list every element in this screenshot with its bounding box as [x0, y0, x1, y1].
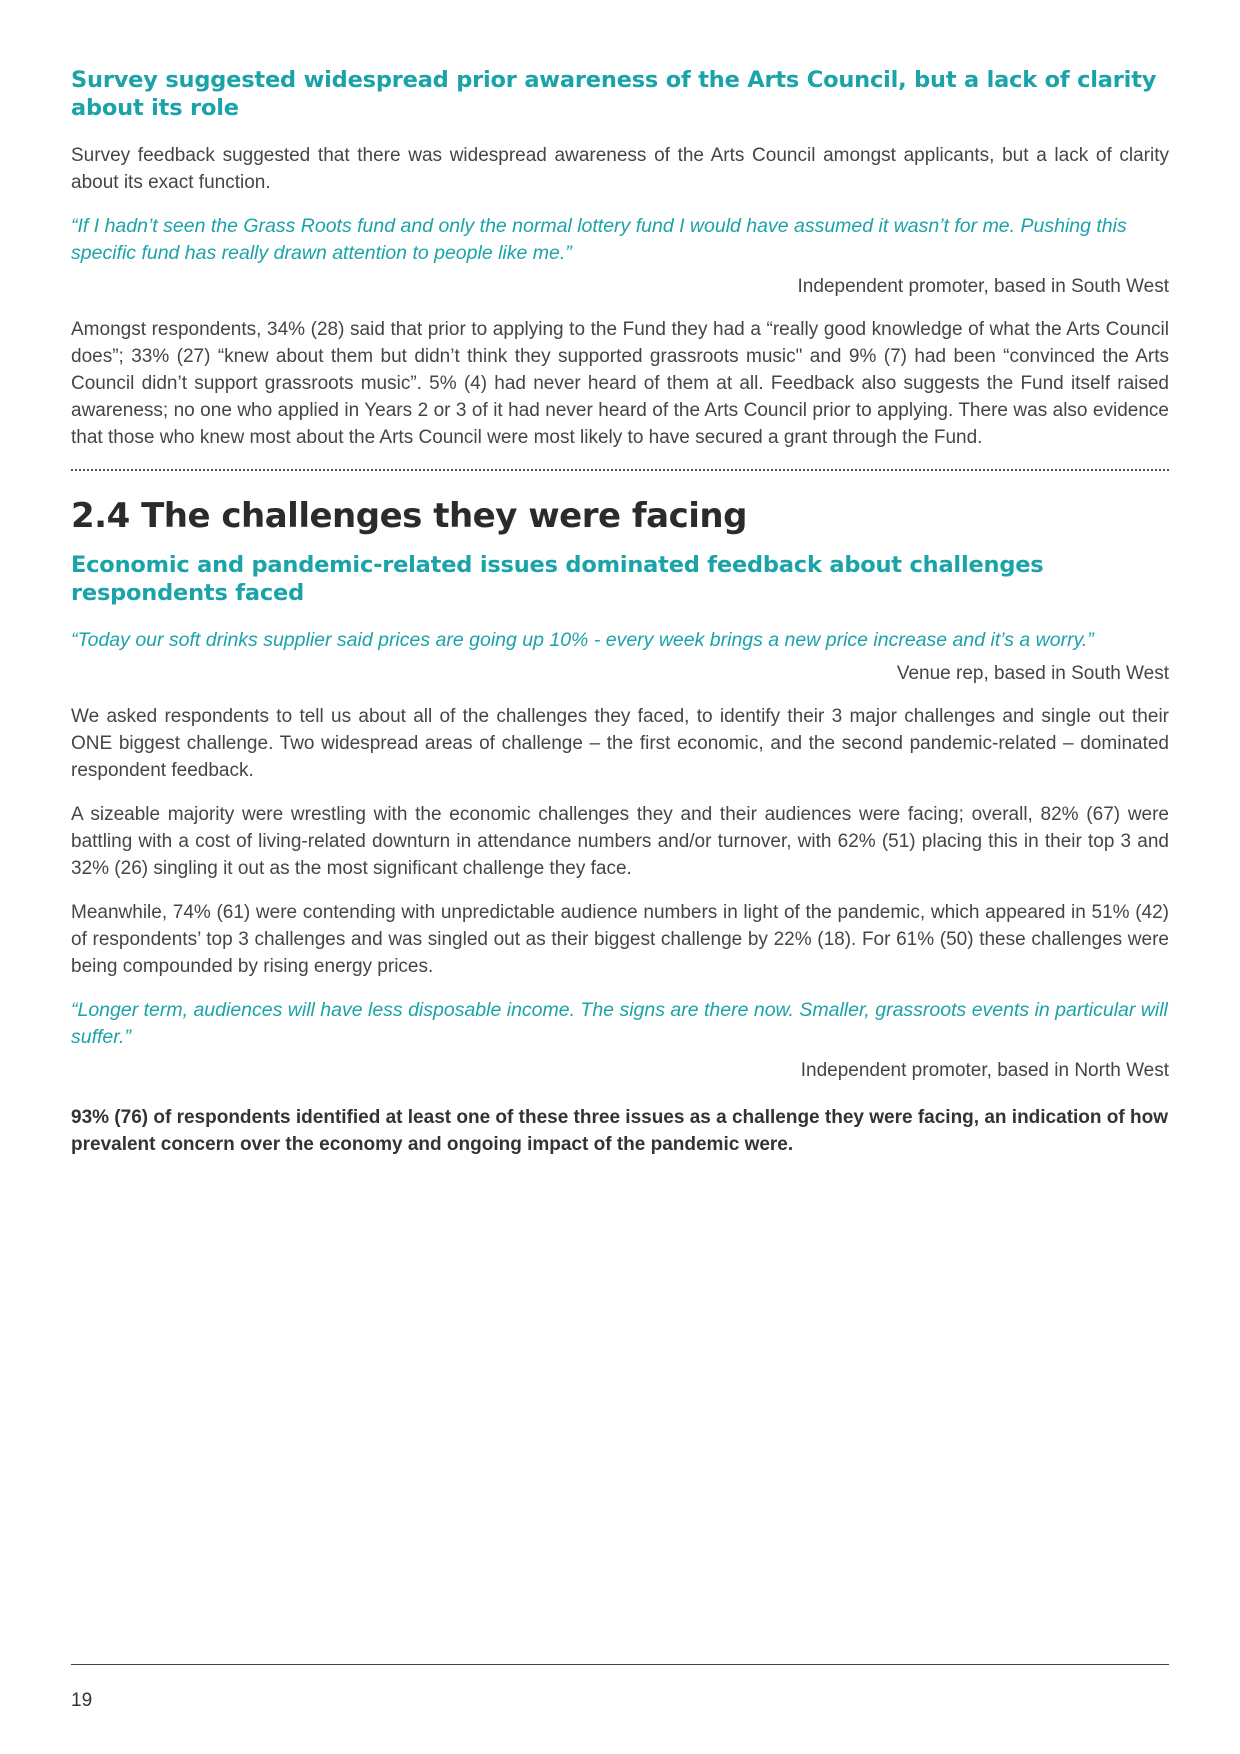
challenges-quote-1-attribution: Venue rep, based in South West: [896, 663, 1169, 684]
challenges-paragraph-1: We asked respondents to tell us about all of the challenges they faced, to identify their 3 major challenges and single out their ONE biggest challenge. Two widespread areas of challenge – the first economic, and the second pandemic-related – dominated respondent feedback.: [71, 706, 1169, 781]
challenges-subheading: Economic and pandemic-related issues dominated feedback about challenges respondents faced: [71, 552, 1044, 606]
awareness-heading: Survey suggested widespread prior awareness of the Arts Council, but a lack of clarity about its role: [71, 67, 1157, 121]
awareness-quote: “If I hadn’t seen the Grass Roots fund and only the normal lottery fund I would have assumed it wasn’t for me. Pushing this specific fund has really drawn attention to people like me.”: [71, 215, 1127, 264]
page-content: [71, 66, 1169, 1158]
section-divider: [71, 469, 1169, 471]
footer-rule: [71, 1664, 1169, 1665]
awareness-quote-attribution: Independent promoter, based in South West: [797, 276, 1169, 297]
page-number: 19: [71, 1690, 93, 1711]
challenges-quote-2: “Longer term, audiences will have less disposable income. The signs are there now. Smaller, grassroots events in particular will suffer.”: [71, 999, 1168, 1048]
challenges-quote-1: “Today our soft drinks supplier said prices are going up 10% - every week brings a new price increase and it’s a worry.”: [71, 629, 1094, 651]
section-title: 2.4 The challenges they were facing: [71, 496, 747, 536]
awareness-body: Amongst respondents, 34% (28) said that prior to applying to the Fund they had a “really good knowledge of what the Arts Council does”; 33% (27) “knew about them but didn’t think they supported grassroots music" and 9% (7) had been “convinced the Arts Council didn’t support grassroots music”. 5% (4) had never heard of them at all. Feedback also suggests the Fund itself raised awareness; no one who applied in Years 2 or 3 of it had never heard of the Arts Council prior to applying. There was also evidence that those who knew most about the Arts Council were most likely to have secured a grant through the Fund.: [71, 319, 1169, 448]
challenges-summary: 93% (76) of respondents identified at least one of these three issues as a challenge they were facing, an indication of how prevalent concern over the economy and ongoing impact of the pandemic were.: [71, 1107, 1168, 1155]
challenges-paragraph-2: A sizeable majority were wrestling with the economic challenges they and their audiences were facing; overall, 82% (67) were battling with a cost of living-related downturn in attendance numbers and/or turnover, with 62% (51) placing this in their top 3 and 32% (26) singling it out as the most significant challenge they face.: [71, 804, 1169, 879]
challenges-quote-2-attribution: Independent promoter, based in North West: [800, 1060, 1169, 1081]
awareness-intro: Survey feedback suggested that there was widespread awareness of the Arts Council amongst applicants, but a lack of clarity about its exact function.: [71, 145, 1169, 193]
challenges-paragraph-3: Meanwhile, 74% (61) were contending with unpredictable audience numbers in light of the pandemic, which appeared in 51% (42) of respondents’ top 3 challenges and was singled out as their biggest challenge by 22% (18). For 61% (50) these challenges were being compounded by rising energy prices.: [71, 902, 1169, 977]
